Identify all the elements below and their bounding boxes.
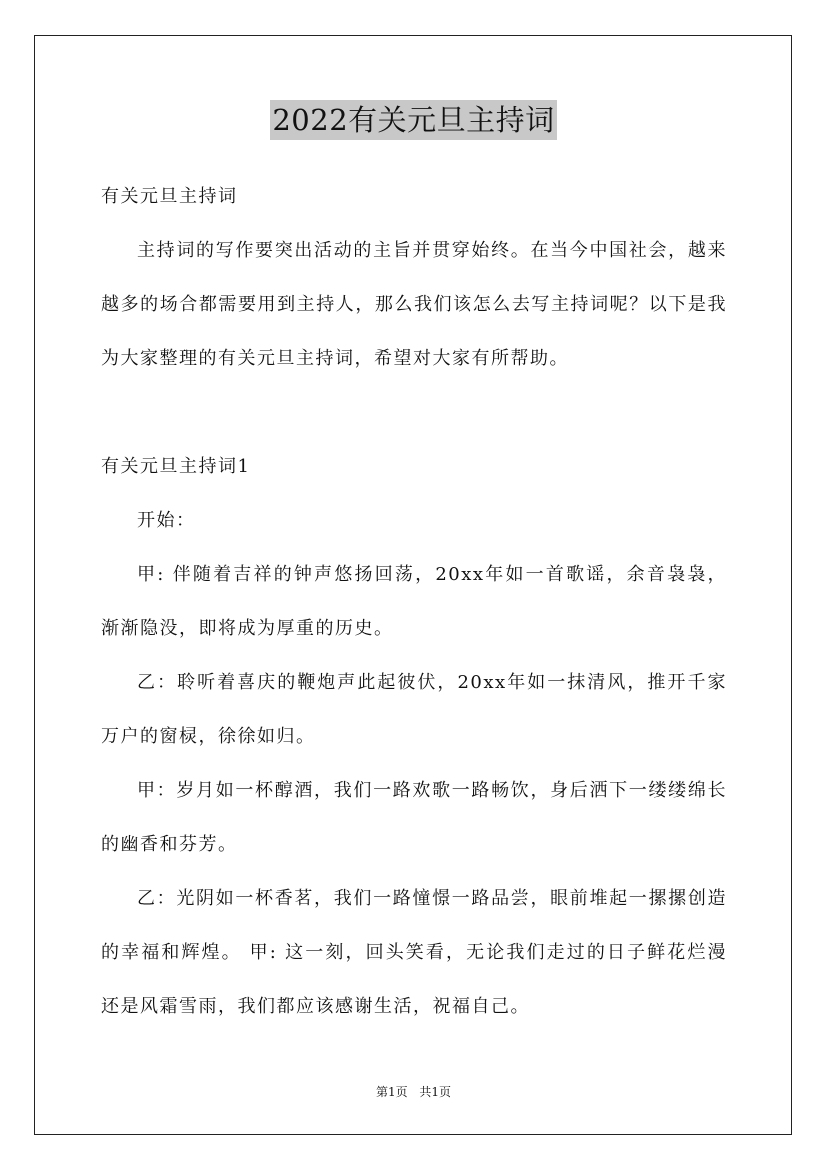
body-paragraph: 甲: 伴随着吉祥的钟声悠扬回荡，20xx年如一首歌谣，余音袅袅，渐渐隐没，即将成为厚重的历史。 bbox=[101, 564, 727, 639]
section-heading: 有关元旦主持词 bbox=[101, 186, 238, 207]
page-count: 共1页 bbox=[419, 1085, 452, 1099]
page-number: 第1页 bbox=[375, 1085, 408, 1099]
body-paragraph: 乙：光阴如一杯香茗，我们一路憧憬一路品尝，眼前堆起一摞摞创造的幸福和辉煌。 甲: 这一刻，回头笑看，无论我们走过的日子鲜花烂漫还是风霜雪雨，我们都应该感谢生活，祝福自己。 bbox=[101, 888, 727, 1017]
body-paragraph: 甲：岁月如一杯醇酒，我们一路欢歌一路畅饮，身后洒下一缕缕绵长的幽香和芬芳。 bbox=[101, 780, 727, 855]
document-body bbox=[101, 170, 727, 1034]
intro-paragraph: 主持词的写作要突出活动的主旨并贯穿始终。在当今中国社会，越来越多的场合都需要用到主持人，那么我们该怎么去写主持词呢？以下是我为大家整理的有关元旦主持词，希望对大家有所帮助。 bbox=[101, 240, 727, 369]
body-paragraph: 开始： bbox=[137, 510, 196, 531]
section-heading: 有关元旦主持词1 bbox=[101, 456, 251, 477]
document-title: 2022有关元旦主持词 bbox=[270, 100, 556, 140]
page-footer bbox=[0, 1083, 827, 1101]
blank-line bbox=[101, 386, 727, 440]
title-container bbox=[0, 100, 827, 140]
body-paragraph: 乙：聆听着喜庆的鞭炮声此起彼伏，20xx年如一抹清风，推开千家万户的窗棂，徐徐如归。 bbox=[101, 672, 727, 747]
